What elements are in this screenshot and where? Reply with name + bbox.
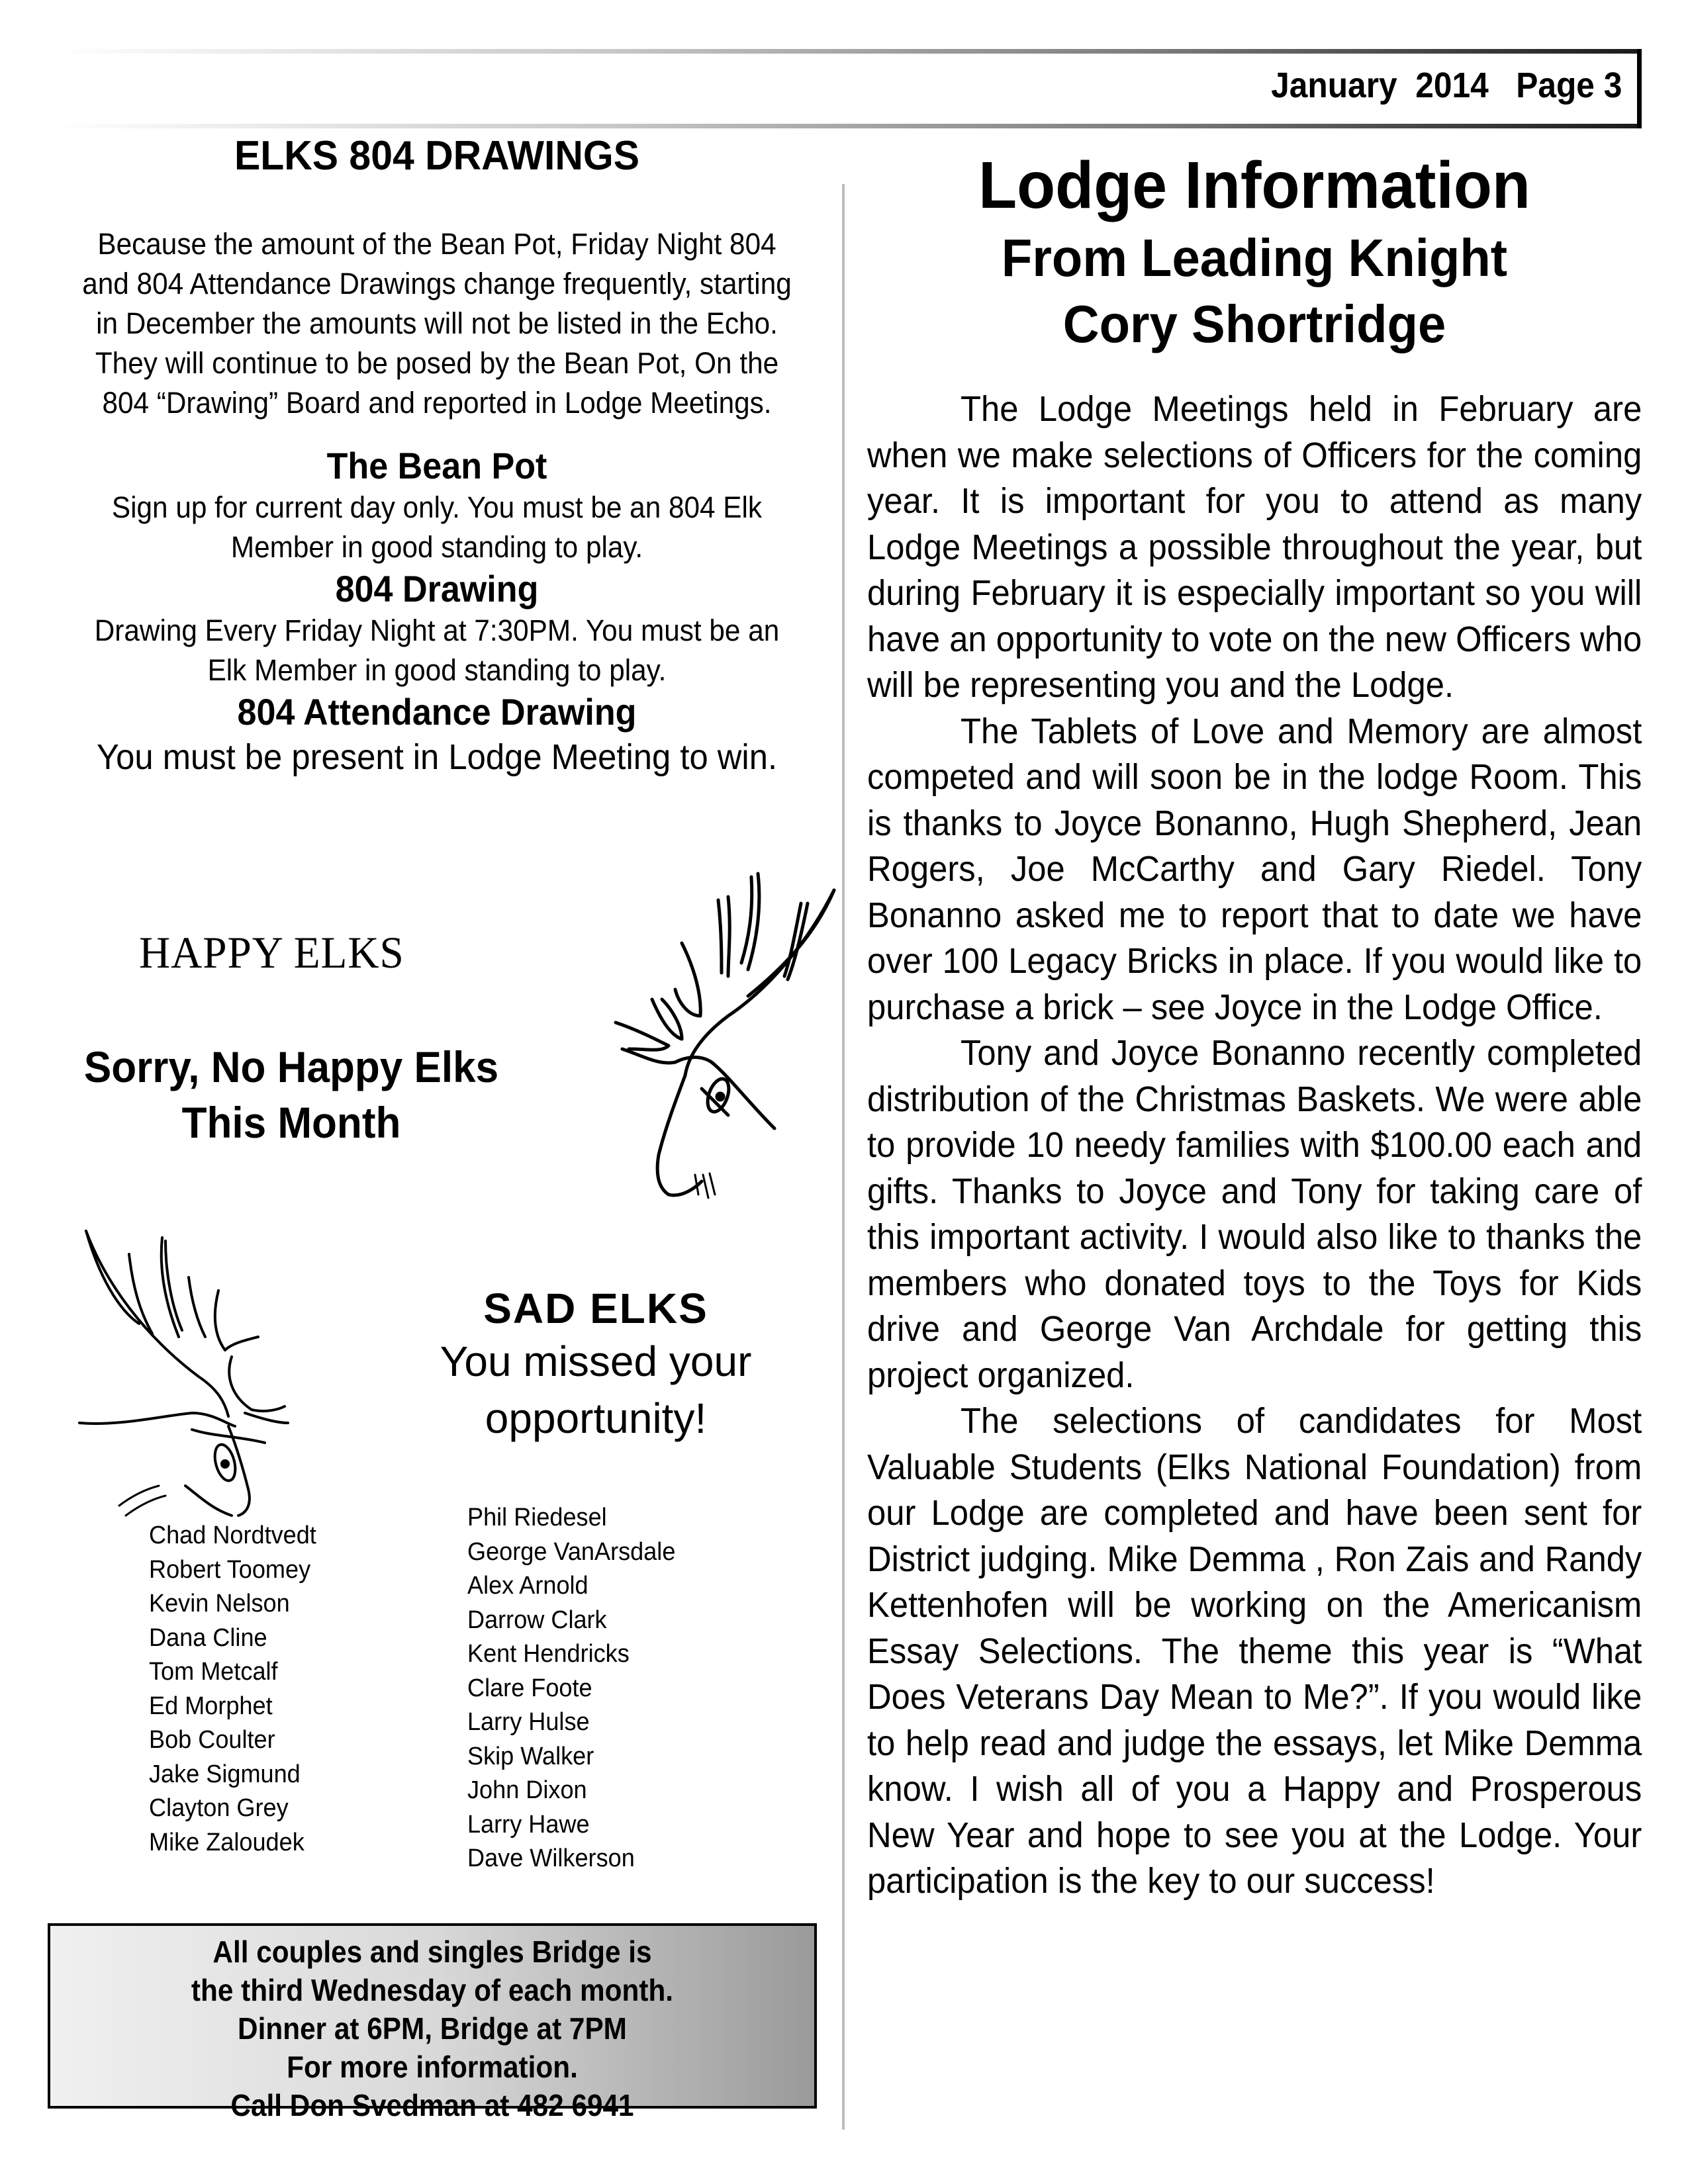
name-list-item: Dana Cline	[149, 1623, 267, 1652]
lodge-info-subtitle-line1: From Leading Knight	[1001, 228, 1508, 287]
name-list-item: Clare Foote	[467, 1674, 592, 1702]
bridge-line: Dinner at 6PM, Bridge at 7PM	[238, 2011, 627, 2046]
name-list-item: John Dixon	[467, 1776, 587, 1804]
elk-head-illustration-icon	[66, 1224, 318, 1522]
header-right-edge	[1637, 49, 1642, 128]
bridge-announcement-box	[48, 1923, 817, 2122]
issue-date-page	[1271, 65, 1622, 106]
name-list-item: Bob Coulter	[149, 1726, 275, 1754]
happy-elks-message-line2: This Month	[181, 1098, 401, 1147]
sad-elks-message: You missed your opportunity!	[440, 1338, 752, 1442]
name-list-item: Larry Hawe	[467, 1810, 590, 1839]
name-list-item: Phil Riedesel	[467, 1504, 607, 1531]
name-list-item: Kent Hendricks	[467, 1640, 630, 1668]
happy-elks-message	[68, 1039, 516, 1150]
name-list-item: Ed Morphet	[149, 1692, 273, 1720]
drawing-804-text: Drawing Every Friday Night at 7:30PM. You must be an Elk Member in good standing to play.	[94, 614, 780, 687]
article-paragraph: The Lodge Meetings held in February are when we make selections of Officers for the coming year. It is important for you to attend as many Lodge Meetings a possible throughout the year, but during February it is especially important so you will have an opportunity to vote on the new Officers who will be representing you and the Lodge.	[867, 389, 1642, 705]
drawings-section	[53, 132, 821, 780]
header-rule-bottom	[53, 124, 1642, 128]
attendance-drawing-title: 804 Attendance Drawing	[237, 691, 637, 733]
happy-elks-title: HAPPY ELKS	[139, 927, 404, 978]
sad-elks-title: SAD ELKS	[483, 1285, 708, 1332]
name-list-item: George VanArsdale	[467, 1537, 676, 1566]
article-paragraph: Tony and Joyce Bonanno recently completed distribution of the Christmas Baskets. We were able to provide 10 needy families with $100.00 each and gifts. Thanks to Joyce and Tony for taking care of this important activity. I would also like to thanks the members who donated toys to the Toys for Kids drive and George Van Archdale for getting this project organized.	[867, 1033, 1642, 1395]
drawings-intro: Because the amount of the Bean Pot, Friday Night 804 and 804 Attendance Drawings change frequently, starting in December the amounts will not be listed in the Echo. They will continue to be posed by the Bean Pot, On the 804 “Drawing” Board and reported in Lodge Meetings.	[82, 227, 792, 420]
name-list-item: Chad Nordtvedt	[149, 1522, 316, 1549]
name-list-item: Larry Hulse	[467, 1708, 590, 1736]
bridge-line: All couples and singles Bridge is	[212, 1934, 652, 1969]
name-list-item: Skip Walker	[467, 1742, 594, 1770]
article-paragraph: The Tablets of Love and Memory are almost competed and will soon be in the lodge Room. This is thanks to Joyce Bonanno, Hugh Shepherd, Jean Rogers, Joe McCarthy and Gary Riedel. Tony Bonanno asked me to report that to date we have over 100 Legacy Bricks in place. If you would like to purchase a brick – see Joyce in the Lodge Office.	[867, 711, 1642, 1027]
name-list-item: Clayton Grey	[149, 1794, 289, 1822]
name-list-item: Robert Toomey	[149, 1555, 311, 1584]
elk-head-illustration-icon	[530, 864, 847, 1208]
bridge-line: the third Wednesday of each month.	[191, 1973, 674, 2007]
name-list-item: Tom Metcalf	[149, 1658, 278, 1686]
attendance-drawing-text: You must be present in Lodge Meeting to win.	[96, 737, 778, 777]
bean-pot-title: The Bean Pot	[326, 445, 547, 486]
drawing-804-title: 804 Drawing	[335, 568, 539, 610]
lodge-info-title: Lodge Information	[978, 148, 1530, 222]
bridge-line: Call Don Svedman at 482 6941	[230, 2088, 634, 2122]
lodge-article	[867, 387, 1642, 1905]
page-header	[53, 49, 1642, 128]
sad-elks-names-col1	[149, 1519, 316, 1860]
name-list-item: Mike Zaloudek	[149, 1828, 305, 1856]
article-paragraph: The selections of candidates for Most Valuable Students (Elks National Foundation) from our Lodge are completed and have been sent for District judging. Mike Demma , Ron Zais and Randy Kettenhofen will be working on the Americanism Essay Selections. The theme this year is “What Does Veterans Day Mean to Me?”. If you would like to help read and judge the essays, let Mike Demma know. I wish all of you a Happy and Prosperous New Year and hope to see you at the Lodge. Your participation is the key to our success!	[867, 1401, 1642, 1901]
bean-pot-text: Sign up for current day only. You must be an 804 Elk Member in good standing to play.	[111, 490, 763, 564]
name-list-item: Dave Wilkerson	[467, 1844, 635, 1872]
page-number: Page 3	[1515, 66, 1622, 105]
name-list-item: Darrow Clark	[467, 1606, 607, 1634]
name-list-item: Jake Sigmund	[149, 1760, 301, 1788]
name-list-item: Kevin Nelson	[149, 1590, 290, 1617]
name-list-item: Alex Arnold	[467, 1572, 588, 1600]
issue-date: January 2014	[1270, 66, 1489, 105]
happy-elks-message-line1: Sorry, No Happy Elks	[83, 1042, 499, 1091]
bridge-line: For more information.	[287, 2050, 578, 2084]
drawings-title: ELKS 804 DRAWINGS	[234, 133, 640, 179]
lodge-info-subtitle-line2: Cory Shortridge	[1062, 295, 1446, 353]
sad-elks-names-col2	[467, 1501, 675, 1876]
header-rule-top	[53, 49, 1642, 54]
lodge-information-section	[867, 146, 1642, 1905]
sad-elks-section	[424, 1284, 768, 1447]
